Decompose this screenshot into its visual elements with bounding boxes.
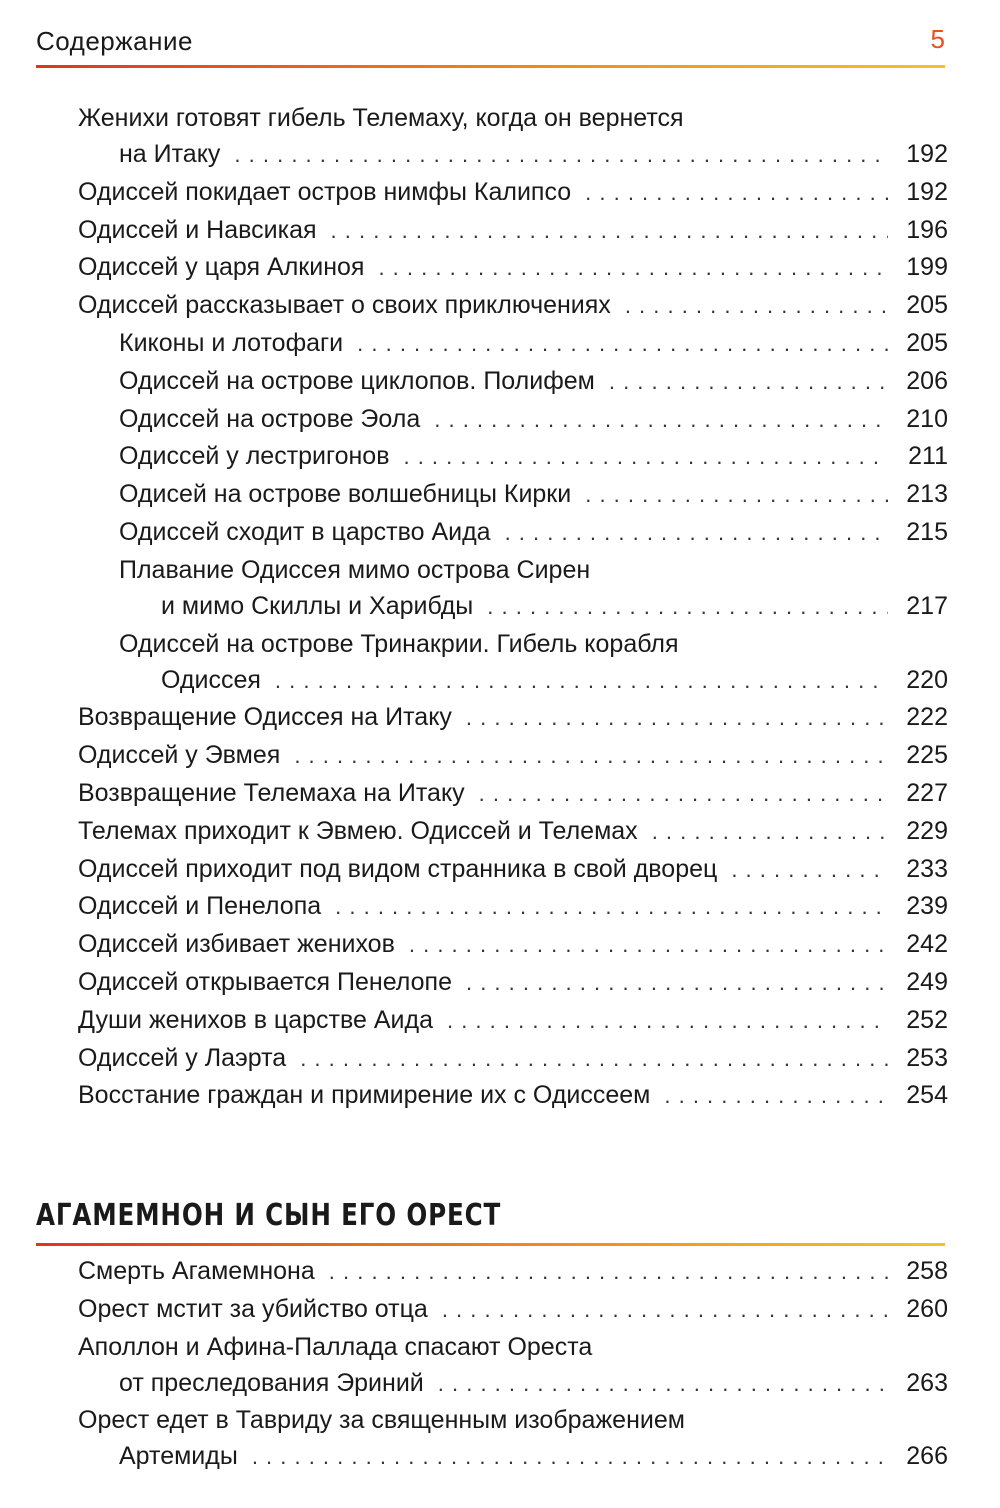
dot-leader xyxy=(664,1078,888,1114)
dot-leader xyxy=(585,175,888,211)
toc-entry[interactable] xyxy=(119,514,948,550)
toc-page-number: 252 xyxy=(906,1005,948,1034)
toc-entry[interactable] xyxy=(78,1077,948,1113)
toc-page-number: 217 xyxy=(906,591,948,620)
dot-leader xyxy=(585,477,888,513)
toc-entry-title: Одиссей у царя Алкиноя xyxy=(78,253,365,282)
dot-leader xyxy=(331,213,888,249)
toc-entry[interactable] xyxy=(78,775,948,811)
toc-page-number: 239 xyxy=(906,892,948,921)
dot-leader xyxy=(409,927,888,963)
page-header xyxy=(36,22,945,62)
section-title: АГАМЕМНОН И СЫН ЕГО ОРЕСТ xyxy=(36,1198,502,1233)
toc-entry[interactable] xyxy=(78,813,948,849)
toc-entry-title: Восстание граждан и примирение их с Одиссеем xyxy=(78,1081,651,1110)
toc-page-number: 211 xyxy=(908,442,948,471)
toc-entry-title: Одиссей покидает остров нимфы Калипсо xyxy=(78,177,572,206)
dot-leader xyxy=(275,663,888,699)
toc-entry[interactable] xyxy=(78,249,948,285)
dot-leader xyxy=(466,965,888,1001)
toc-entry-title: Одиссей рассказывает о своих приключениях xyxy=(78,291,611,320)
toc-page-number: 199 xyxy=(906,253,948,282)
toc-entry-title: и мимо Скиллы и Харибды xyxy=(161,591,474,620)
dot-leader xyxy=(378,250,888,286)
toc-page-number: 210 xyxy=(906,404,948,433)
toc-entry-title: Смерть Агамемнона xyxy=(78,1257,315,1285)
toc-entry-title: Одиссей приходит под видом странника в свой дворец xyxy=(78,854,718,883)
toc-page-number: 215 xyxy=(906,518,948,546)
toc-entry[interactable] xyxy=(119,476,948,512)
toc-entry-title: Женихи готовят гибель Телемаху, когда он вернется xyxy=(78,104,684,132)
dot-leader xyxy=(329,1254,888,1290)
toc-entry[interactable] xyxy=(78,851,948,887)
toc-page-number: 205 xyxy=(906,291,948,320)
toc-entry-title: Орест мстит за убийство отца xyxy=(78,1294,428,1323)
toc-page-number: 266 xyxy=(906,1442,948,1471)
toc-entry[interactable] xyxy=(78,926,948,962)
dot-leader xyxy=(294,738,888,774)
toc-entry[interactable] xyxy=(78,737,948,773)
dot-leader xyxy=(609,364,888,400)
toc-entry-title: Одиссея xyxy=(161,665,261,694)
dot-leader xyxy=(625,288,888,324)
toc-entry[interactable] xyxy=(78,1002,948,1038)
toc-entry-title: Одиссей на острове Тринакрии. Гибель корабля xyxy=(119,629,679,658)
toc-entry[interactable] xyxy=(78,1402,948,1474)
toc-entry[interactable] xyxy=(78,1040,948,1076)
dot-leader xyxy=(300,1041,888,1077)
toc-entry-title: Возвращение Телемаха на Итаку xyxy=(78,779,465,807)
toc-page-number: 222 xyxy=(906,703,948,732)
header-page-number: 5 xyxy=(930,24,945,54)
toc-page-number: 242 xyxy=(906,930,948,959)
toc-page-number: 258 xyxy=(906,1257,948,1285)
toc-entry-title: Аполлон и Афина-Паллада спасают Ореста xyxy=(78,1332,593,1361)
toc-page-number: 253 xyxy=(906,1043,948,1072)
toc-entry-title: на Итаку xyxy=(119,140,221,168)
toc-page-number: 213 xyxy=(906,480,948,509)
section-divider xyxy=(36,1243,945,1246)
toc-entry[interactable] xyxy=(78,888,948,924)
toc-page-number: 220 xyxy=(906,665,948,694)
toc-page-number: 227 xyxy=(906,779,948,807)
dot-leader xyxy=(447,1003,888,1039)
toc-entry-title: Одисей на острове волшебницы Кирки xyxy=(119,480,572,509)
toc-entry-title: Одиссей на острове циклопов. Полифем xyxy=(119,366,595,395)
toc-page-number: 233 xyxy=(906,854,948,883)
toc-entry-title: Одиссей избивает женихов xyxy=(78,930,395,959)
toc-page-number: 254 xyxy=(906,1081,948,1110)
dot-leader xyxy=(252,1439,888,1475)
toc-entry[interactable] xyxy=(78,699,948,735)
toc-entry[interactable] xyxy=(78,1291,948,1327)
header-title: Содержание xyxy=(36,26,193,56)
dot-leader xyxy=(487,589,888,625)
toc-entry-title: Одиссей у Эвмея xyxy=(78,741,281,770)
toc-entry[interactable] xyxy=(78,174,948,210)
toc-entry[interactable] xyxy=(119,363,948,399)
toc-entry-title: Одиссей открывается Пенелопе xyxy=(78,968,452,996)
toc-entry-title: Одиссей у лестригонов xyxy=(119,442,390,471)
dot-leader xyxy=(234,137,888,173)
toc-page-number: 206 xyxy=(906,366,948,395)
toc-entry[interactable] xyxy=(119,626,948,698)
toc-entry[interactable] xyxy=(78,100,948,172)
toc-page-number: 192 xyxy=(906,177,948,206)
toc-entry[interactable] xyxy=(119,401,948,437)
dot-leader xyxy=(731,852,888,888)
toc-page-number: 249 xyxy=(906,968,948,996)
dot-leader xyxy=(403,439,888,475)
toc-entry[interactable] xyxy=(78,1329,948,1401)
toc-page-number: 229 xyxy=(906,816,948,845)
toc-entry-title: Одиссей и Пенелопа xyxy=(78,892,322,921)
toc-page-number: 225 xyxy=(906,741,948,770)
toc-entry[interactable] xyxy=(119,438,948,474)
dot-leader xyxy=(505,515,888,551)
dot-leader xyxy=(652,814,888,850)
dot-leader xyxy=(442,1292,888,1328)
dot-leader xyxy=(466,700,888,736)
toc-entry[interactable] xyxy=(78,212,948,248)
header-divider xyxy=(36,65,945,68)
toc-entry-title: Артемиды xyxy=(119,1442,238,1471)
dot-leader xyxy=(479,776,888,812)
toc-entry-title: Одиссей у Лаэрта xyxy=(78,1043,287,1072)
dot-leader xyxy=(438,1366,888,1402)
toc-page-number: 205 xyxy=(906,329,948,357)
toc-page-number: 260 xyxy=(906,1294,948,1323)
toc-entry-title: Одиссей сходит в царство Аида xyxy=(119,518,491,546)
dot-leader xyxy=(335,889,888,925)
toc-entry[interactable] xyxy=(78,1253,948,1289)
dot-leader xyxy=(434,402,888,438)
toc-entry-title: Плавание Одиссея мимо острова Сирен xyxy=(119,555,591,584)
toc-entry-title: Орест едет в Тавриду за священным изображением xyxy=(78,1406,685,1435)
toc-page-number: 263 xyxy=(906,1368,948,1397)
toc-entry-title: от преследования Эриний xyxy=(119,1368,424,1397)
toc-entry-title: Одиссей и Навсикая xyxy=(78,215,317,244)
toc-entry-title: Телемах приходит к Эвмею. Одиссей и Телемах xyxy=(78,816,638,845)
dot-leader xyxy=(357,326,888,362)
toc-entry-title: Одиссей на острове Эола xyxy=(119,404,421,433)
toc-entry-title: Киконы и лотофаги xyxy=(119,329,344,357)
toc-entry[interactable] xyxy=(78,287,948,323)
toc-entry[interactable] xyxy=(119,552,948,624)
toc-entry[interactable] xyxy=(78,964,948,1000)
toc-entry-title: Возвращение Одиссея на Итаку xyxy=(78,703,452,732)
toc-page-number: 192 xyxy=(906,140,948,168)
toc-page-number: 196 xyxy=(906,215,948,244)
toc-entry[interactable] xyxy=(119,325,948,361)
toc-entry-title: Души женихов в царстве Аида xyxy=(78,1005,433,1034)
